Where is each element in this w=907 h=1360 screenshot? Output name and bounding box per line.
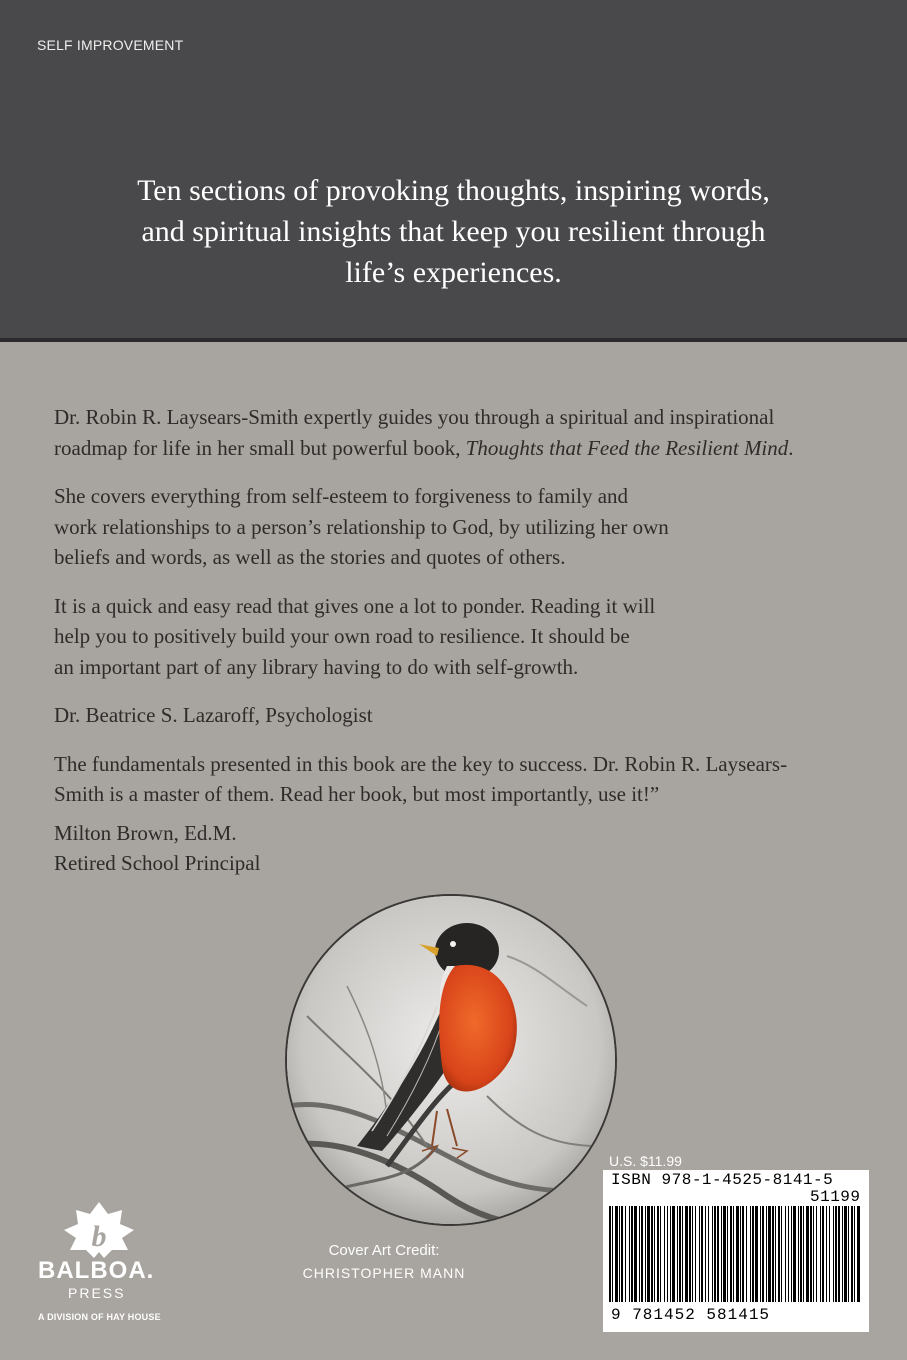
barcode-bar	[791, 1206, 792, 1302]
text-line: work relationships to a person’s relationship to God, by utilizing her own	[54, 514, 669, 539]
barcode-bar	[701, 1206, 703, 1302]
barcode-bar	[708, 1206, 709, 1302]
barcode-bar	[685, 1206, 688, 1302]
isbn-barcode	[603, 1170, 869, 1332]
tagline-line: and spiritual insights that keep you resilient through	[141, 215, 766, 248]
svg-text:b: b	[91, 1220, 107, 1253]
review-paragraph	[54, 591, 854, 683]
barcode-bar	[857, 1206, 860, 1302]
review-paragraph	[54, 749, 854, 810]
credit-label: Cover Art Credit:	[328, 1242, 440, 1259]
reviewer-attribution	[54, 818, 854, 879]
barcode-bar	[705, 1206, 706, 1302]
barcode-bar	[609, 1206, 611, 1302]
description-paragraph	[54, 402, 854, 463]
barcode-bar	[612, 1206, 613, 1302]
text-line	[54, 433, 854, 464]
barcode-bar	[736, 1206, 739, 1302]
barcode-bar	[717, 1206, 719, 1302]
barcode-bar	[760, 1206, 761, 1302]
barcode-bar	[631, 1206, 633, 1302]
barcode-bar	[851, 1206, 853, 1302]
barcode-bar	[677, 1206, 678, 1302]
barcode-bar	[810, 1206, 812, 1302]
barcode-bar	[829, 1206, 830, 1302]
text-line: Smith is a master of them. Read her book, but most importantly, use it!”	[54, 782, 660, 806]
text-line: Milton Brown, Ed.M.	[54, 820, 237, 845]
barcode-bar	[733, 1206, 734, 1302]
barcode-bar	[639, 1206, 640, 1302]
barcode-bar	[657, 1206, 659, 1302]
barcode-bar	[727, 1206, 728, 1302]
barcode-bars	[608, 1206, 864, 1304]
barcode-bar	[854, 1206, 855, 1302]
book-title: Thoughts that Feed the Resilient Mind	[465, 435, 789, 460]
barcode-bar	[625, 1206, 626, 1302]
barcode-bar	[775, 1206, 776, 1302]
barcode-bar	[798, 1206, 799, 1302]
barcode-bar	[660, 1206, 661, 1302]
price-code: 51199	[810, 1188, 861, 1206]
robin-illustration	[285, 894, 617, 1226]
text-fragment: .	[788, 435, 794, 460]
text-line: She covers everything from self-esteem to forgiveness to family and	[54, 484, 629, 508]
band-divider	[0, 338, 907, 342]
publisher-division: A DIVISION OF HAY HOUSE	[38, 1312, 161, 1322]
text-line: beliefs and words, as well as the stories and quotes of others.	[54, 545, 566, 569]
description-paragraph	[54, 481, 854, 573]
barcode-bar	[800, 1206, 802, 1302]
text-line: Dr. Robin R. Laysears-Smith expertly guides you through a spiritual and inspirational	[54, 405, 775, 429]
barcode-bar	[712, 1206, 713, 1302]
barcode-bar	[654, 1206, 655, 1302]
barcode-bar	[615, 1206, 618, 1302]
barcode-bar	[816, 1206, 817, 1302]
barcode-bar	[619, 1206, 620, 1302]
tagline-line: life’s experiences.	[345, 256, 562, 289]
barcode-bar	[689, 1206, 691, 1302]
barcode-bar	[835, 1206, 837, 1302]
barcode-bar	[803, 1206, 804, 1302]
barcode-bar	[699, 1206, 700, 1302]
price-label: U.S. $11.99	[609, 1153, 682, 1169]
barcode-bar	[692, 1206, 693, 1302]
barcode-bar	[772, 1206, 774, 1302]
barcode-bar	[645, 1206, 646, 1302]
barcode-bar	[842, 1206, 843, 1302]
barcode-bar	[768, 1206, 771, 1302]
barcode-bar	[822, 1206, 824, 1302]
cover-art-credit	[299, 1240, 469, 1284]
barcode-bar	[742, 1206, 744, 1302]
reviewer-attribution	[54, 700, 854, 731]
barcode-bar	[670, 1206, 671, 1302]
text-line: help you to positively build your own road to resilience. It should be	[54, 624, 630, 648]
artist-name: CHRISTOPHER MANN	[302, 1265, 466, 1281]
publisher-name: BALBOA.	[38, 1257, 155, 1284]
barcode-bar	[826, 1206, 827, 1302]
robin-artwork	[287, 896, 615, 1224]
barcode-bar	[746, 1206, 747, 1302]
barcode-bar	[833, 1206, 834, 1302]
barcode-bar	[679, 1206, 681, 1302]
barcode-bar	[721, 1206, 722, 1302]
barcode-bar	[785, 1206, 786, 1302]
category-label: SELF IMPROVEMENT	[37, 37, 184, 53]
text-line: It is a quick and easy read that gives one a lot to ponder. Reading it will	[54, 593, 656, 618]
text-line: Dr. Beatrice S. Lazaroff, Psychologist	[54, 703, 373, 727]
barcode-bar	[788, 1206, 789, 1302]
tagline-line: Ten sections of provoking thoughts, inspiring words,	[137, 174, 770, 207]
barcode-bar	[750, 1206, 751, 1302]
text-line: an important part of any library having to do with self-growth.	[54, 654, 579, 679]
barcode-bar	[664, 1206, 665, 1302]
tagline	[80, 170, 827, 293]
barcode-bar	[778, 1206, 780, 1302]
barcode-bar	[766, 1206, 767, 1302]
text-fragment: roadmap for life in her small but powerful book,	[54, 435, 466, 460]
barcode-bar	[806, 1206, 809, 1302]
barcode-bar	[641, 1206, 643, 1302]
barcode-bar	[723, 1206, 726, 1302]
isbn-number: ISBN 978-1-4525-8141-5	[611, 1171, 834, 1189]
barcode-bar	[667, 1206, 668, 1302]
barcode-bar	[844, 1206, 847, 1302]
barcode-bar	[740, 1206, 741, 1302]
barcode-bar	[682, 1206, 683, 1302]
barcode-bar	[634, 1206, 637, 1302]
barcode-bar	[793, 1206, 796, 1302]
barcode-bar	[755, 1206, 758, 1302]
barcode-bar	[838, 1206, 840, 1302]
publisher-sub: PRESS	[68, 1285, 126, 1301]
barcode-bar	[629, 1206, 630, 1302]
barcode-bar	[651, 1206, 653, 1302]
barcode-bar	[672, 1206, 675, 1302]
barcode-bar	[647, 1206, 650, 1302]
barcode-bar	[813, 1206, 814, 1302]
barcode-bar	[762, 1206, 764, 1302]
barcode-digits: 9 781452 581415	[611, 1306, 771, 1324]
barcode-bar	[621, 1206, 623, 1302]
back-cover-copy	[54, 402, 854, 879]
barcode-bar	[752, 1206, 754, 1302]
barcode-bar	[730, 1206, 732, 1302]
barcode-bar	[714, 1206, 716, 1302]
barcode-bar	[848, 1206, 849, 1302]
barcode-bar	[695, 1206, 696, 1302]
text-line: The fundamentals presented in this book are the key to success. Dr. Robin R. Laysears-	[54, 751, 788, 776]
barcode-bar	[781, 1206, 782, 1302]
barcode-bar	[820, 1206, 821, 1302]
text-line: Retired School Principal	[54, 851, 261, 875]
